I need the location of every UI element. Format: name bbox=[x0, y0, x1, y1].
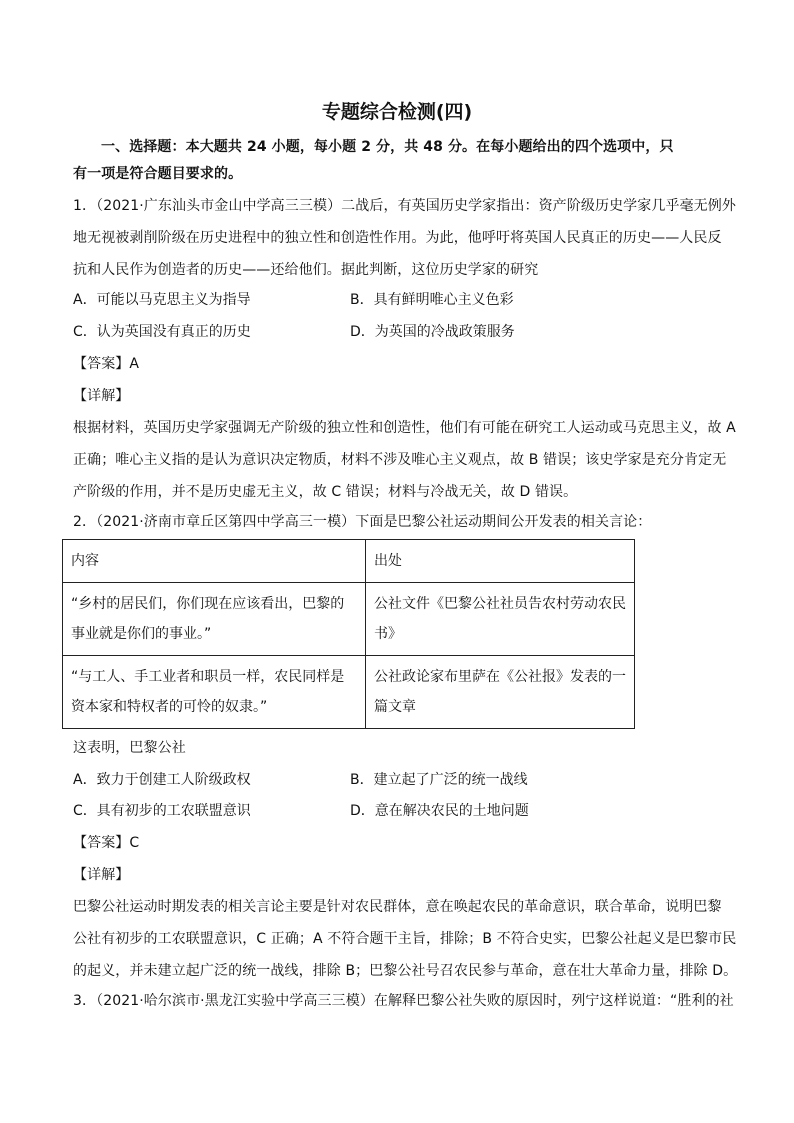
q2-option-b: B．建立起了广泛的统一战线 bbox=[350, 772, 528, 788]
q1-detail-label: 【详解】 bbox=[73, 388, 130, 404]
q1-detail-line-1: 根据材料，英国历史学家强调无产阶级的独立性和创造性，他们有可能在研究工人运动或马克思主义，故 A bbox=[73, 420, 736, 436]
q2-option-d: D．意在解决农民的土地问题 bbox=[350, 803, 529, 819]
section-instructions-line-2: 有一项是符合题目要求的。 bbox=[73, 166, 243, 182]
q1-stem-line-2: 地无视被剥削阶级在历史进程中的独立性和创造性作用。为此，他呼吁将英国人民真正的历史——人民反 bbox=[73, 230, 722, 246]
cell-line: “乡村的居民们，你们现在应该看出，巴黎的 bbox=[71, 596, 345, 612]
q1-detail-line-2: 正确；唯心主义指的是认为意识决定物质，材料不涉及唯心主义观点，故 B 错误；该史学家是充分肯定无 bbox=[73, 452, 727, 468]
q2-answer: 【答案】C bbox=[73, 835, 140, 851]
table-row bbox=[63, 656, 635, 729]
q1-option-d: D．为英国的冷战政策服务 bbox=[350, 324, 515, 340]
q2-detail-label: 【详解】 bbox=[73, 867, 130, 883]
q1-answer: 【答案】A bbox=[73, 356, 140, 372]
q2-detail-line-3: 的起义，并未建立起广泛的统一战线，排除 B；巴黎公社号召农民参与革命，意在壮大革命力量，排除 D。 bbox=[73, 963, 738, 979]
q1-option-c: C．认为英国没有真正的历史 bbox=[73, 324, 251, 340]
q1-option-a: A．可能以马克思主义为指导 bbox=[73, 292, 251, 308]
cell-line: 书》 bbox=[374, 626, 402, 642]
q2-option-c: C．具有初步的工农联盟意识 bbox=[73, 803, 251, 819]
q2-stem: 2．（2021·济南市章丘区第四中学高三一模）下面是巴黎公社运动期间公开发表的相关言论： bbox=[73, 514, 652, 530]
cell-line: 篇文章 bbox=[374, 699, 416, 715]
cell-line: 事业就是你们的事业。” bbox=[71, 626, 212, 642]
q1-detail-line-3: 产阶级的作用，并不是历史虚无主义，故 C 错误；材料与冷战无关，故 D 错误。 bbox=[73, 484, 578, 500]
section-instructions-line-1: 一、选择题：本大题共 24 小题，每小题 2 分，共 48 分。在每小题给出的四个选项中，只 bbox=[101, 139, 674, 155]
q2-detail-line-1: 巴黎公社运动时期发表的相关言论主要是针对农民群体，意在唤起农民的革命意识，联合革命，说明巴黎 bbox=[73, 899, 722, 915]
page-title: 专题综合检测(四) bbox=[321, 101, 473, 123]
q1-option-b: B．具有鲜明唯心主义色彩 bbox=[350, 292, 514, 308]
q1-stem-line-1: 1．（2021·广东汕头市金山中学高三三模）二战后，有英国历史学家指出：资产阶级历史学家几乎毫无例外 bbox=[73, 198, 736, 214]
cell-line: 资本家和特权者的可怜的奴隶。” bbox=[71, 699, 268, 715]
q2-detail-line-2: 公社有初步的工农联盟意识，C 正确；A 不符合题干主旨，排除；B 不符合史实，巴黎公社起义是巴黎市民 bbox=[73, 931, 737, 947]
table-cell-content bbox=[63, 656, 366, 729]
q3-stem: 3．（2021·哈尔滨市·黑龙江实验中学高三三模）在解释巴黎公社失败的原因时，列宁这样说道：“胜利的社 bbox=[73, 993, 734, 1009]
cell-line: 公社政论家布里萨在《公社报》发表的一 bbox=[374, 669, 626, 685]
table-row bbox=[63, 583, 635, 656]
q2-follow-text: 这表明，巴黎公社 bbox=[73, 740, 186, 756]
cell-line: 公社文件《巴黎公社社员告农村劳动农民 bbox=[374, 596, 626, 612]
quotes-table bbox=[62, 539, 635, 729]
table-cell-source bbox=[366, 583, 635, 656]
q2-option-a: A．致力于创建工人阶级政权 bbox=[73, 772, 251, 788]
table-cell-content bbox=[63, 583, 366, 656]
table-cell-source bbox=[366, 656, 635, 729]
q1-stem-line-3: 抗和人民作为创造者的历史——还给他们。据此判断，这位历史学家的研究 bbox=[73, 262, 539, 278]
table-header-source: 出处 bbox=[366, 540, 635, 583]
cell-line: “与工人、手工业者和职员一样，农民同样是 bbox=[71, 669, 345, 685]
table-header-row bbox=[63, 540, 635, 583]
table-header-content: 内容 bbox=[63, 540, 366, 583]
